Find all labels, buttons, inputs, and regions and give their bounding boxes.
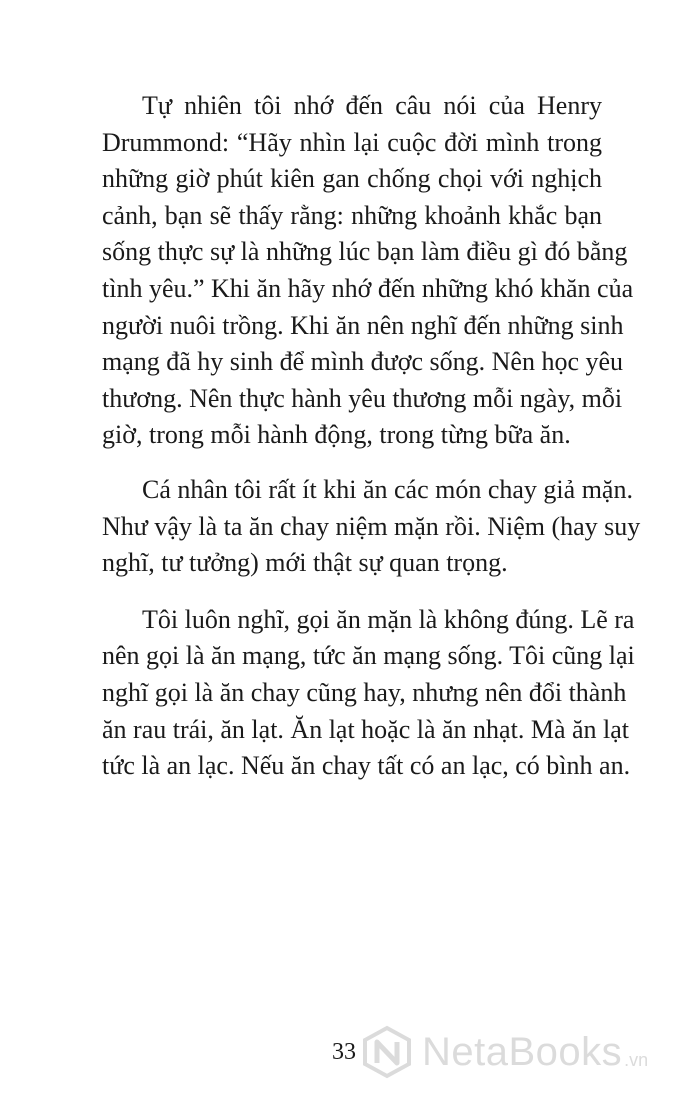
text-line: tình yêu.” Khi ăn hãy nhớ đến những khó khăn của bbox=[102, 273, 634, 303]
text-line: ăn rau trái, ăn lạt. Ăn lạt hoặc là ăn nhạt. Mà ăn lạt bbox=[102, 714, 630, 744]
text-line: Drummond: “Hãy nhìn lại cuộc đời mình trong bbox=[102, 127, 602, 157]
watermark-brand: NetaBooks bbox=[422, 1029, 623, 1074]
text-line: sống thực sự là những lúc bạn làm điều gì đó bằng bbox=[102, 237, 628, 267]
text-line: người nuôi trồng. Khi ăn nên nghĩ đến những sinh bbox=[102, 310, 624, 340]
text-line: thương. Nên thực hành yêu thương mỗi ngày, mỗi bbox=[102, 383, 623, 413]
paragraph-2 bbox=[102, 472, 641, 582]
text-line: cảnh, bạn sẽ thấy rằng: những khoảnh khắc bạn bbox=[102, 200, 602, 230]
text-line: nghĩ gọi là ăn chay cũng hay, nhưng nên đổi thành bbox=[102, 677, 627, 707]
text-line: những giờ phút kiên gan chống chọi với nghịch bbox=[102, 164, 602, 194]
paragraph-3 bbox=[102, 602, 635, 785]
text-line: nên gọi là ăn mạng, tức ăn mạng sống. Tôi cũng lại bbox=[102, 641, 635, 671]
text-line: giờ, trong mỗi hành động, trong từng bữa ăn. bbox=[102, 420, 571, 450]
body-text bbox=[102, 88, 641, 785]
netabooks-logo-icon bbox=[360, 1025, 414, 1079]
text-line: mạng đã hy sinh để mình được sống. Nên học yêu bbox=[102, 347, 624, 377]
text-line: tức là an lạc. Nếu ăn chay tất có an lạc, có bình an. bbox=[102, 751, 631, 781]
text-line: Tôi luôn nghĩ, gọi ăn mặn là không đúng. Lẽ ra bbox=[142, 604, 635, 634]
text-line: Tự nhiên tôi nhớ đến câu nói của Henry bbox=[142, 91, 602, 120]
page-number: 33 bbox=[332, 1039, 356, 1065]
text-line: Cá nhân tôi rất ít khi ăn các món chay giả mặn. bbox=[142, 474, 633, 504]
text-line: nghĩ, tư tưởng) mới thật sự quan trọng. bbox=[102, 548, 508, 578]
watermark bbox=[360, 1022, 680, 1082]
watermark-suffix: .vn bbox=[624, 1049, 649, 1070]
paragraph-1 bbox=[102, 88, 634, 454]
text-line: Như vậy là ta ăn chay niệm mặn rồi. Niệm (hay suy bbox=[102, 511, 641, 541]
